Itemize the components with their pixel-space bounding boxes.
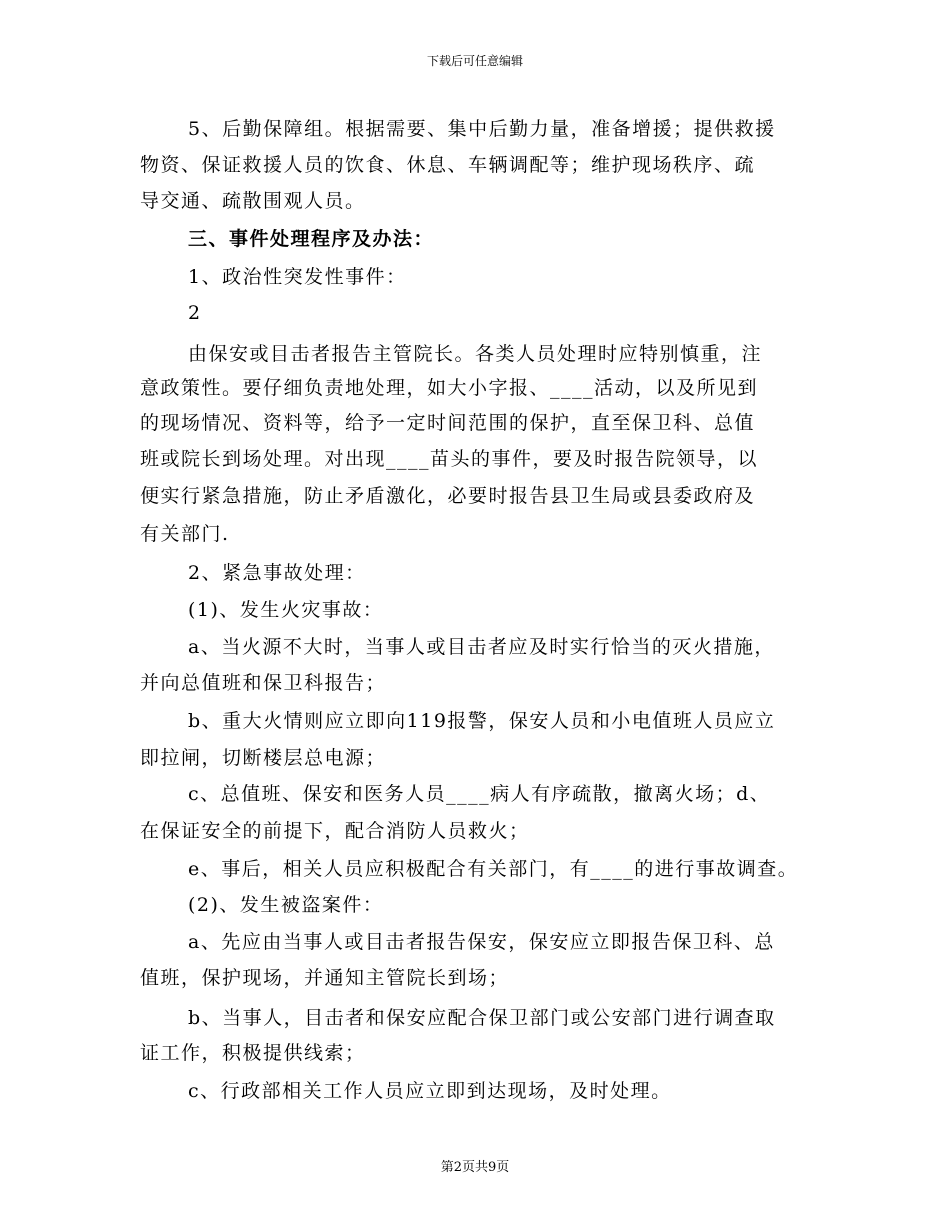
paragraph-line: 意政策性。要仔细负责地处理，如大小字报、____活动，以及所见到: [140, 377, 759, 399]
subsection-heading: 2、紧急事故处理：: [188, 562, 366, 584]
paragraph-line: c、总值班、保安和医务人员____病人有序疏散，撤离火场；d、: [188, 783, 771, 805]
paragraph-line: 证工作，积极提供线索；: [140, 1042, 366, 1064]
page-number-marker: 2: [188, 302, 202, 324]
paragraph-line: 5、后勤保障组。根据需要、集中后勤力量，准备增援；提供救援: [188, 118, 776, 140]
paragraph-line: b、重大火情则应立即向119报警，保安人员和小电值班人员应立: [188, 710, 776, 732]
page-header: 下载后可任意编辑: [426, 54, 523, 68]
paragraph-line: 有关部门.: [140, 523, 230, 545]
item-heading: (2)、发生被盗案件：: [188, 894, 384, 916]
paragraph-line: 并向总值班和保卫科报告；: [140, 672, 387, 694]
subsection-heading: 1、政治性突发性事件：: [188, 266, 407, 288]
section-heading: 三、事件处理程序及办法：: [188, 228, 435, 250]
paragraph-line: 物资、保证救援人员的饮食、休息、车辆调配等；维护现场秩序、疏: [140, 154, 756, 176]
paragraph-line: c、行政部相关工作人员应立即到达现场，及时处理。: [188, 1080, 672, 1102]
paragraph-line: 值班，保护现场，并通知主管院长到场；: [140, 967, 510, 989]
paragraph-line: 班或院长到场处理。对出现____苗头的事件，要及时报告院领导，以: [140, 448, 759, 470]
page-footer: 第2页共9页: [440, 1160, 510, 1175]
paragraph-line: 便实行紧急措施，防止矛盾激化，必要时报告县卫生局或县委政府及: [140, 485, 756, 507]
paragraph-line: 的现场情况、资料等，给予一定时间范围的保护，直至保卫科、总值: [140, 412, 756, 434]
paragraph-line: b、当事人，目击者和保安应配合保卫部门或公安部门进行调查取: [188, 1007, 776, 1029]
paragraph-line: a、先应由当事人或目击者报告保安，保安应立即报告保卫科、总: [188, 931, 775, 953]
paragraph-line: 即拉闸，切断楼层总电源；: [140, 747, 387, 769]
paragraph-line: 在保证安全的前提下，配合消防人员救火；: [140, 820, 530, 842]
paragraph-line: 导交通、疏散围观人员。: [140, 190, 366, 212]
paragraph-line: a、当火源不大时，当事人或目击者应及时实行恰当的灭火措施，: [188, 636, 775, 658]
item-heading: (1)、发生火灾事故：: [188, 599, 384, 621]
paragraph-line: e、事后，相关人员应积极配合有关部门，有____的进行事故调查。: [188, 858, 799, 880]
paragraph-line: 由保安或目击者报告主管院长。各类人员处理时应特别慎重，注: [188, 343, 763, 365]
